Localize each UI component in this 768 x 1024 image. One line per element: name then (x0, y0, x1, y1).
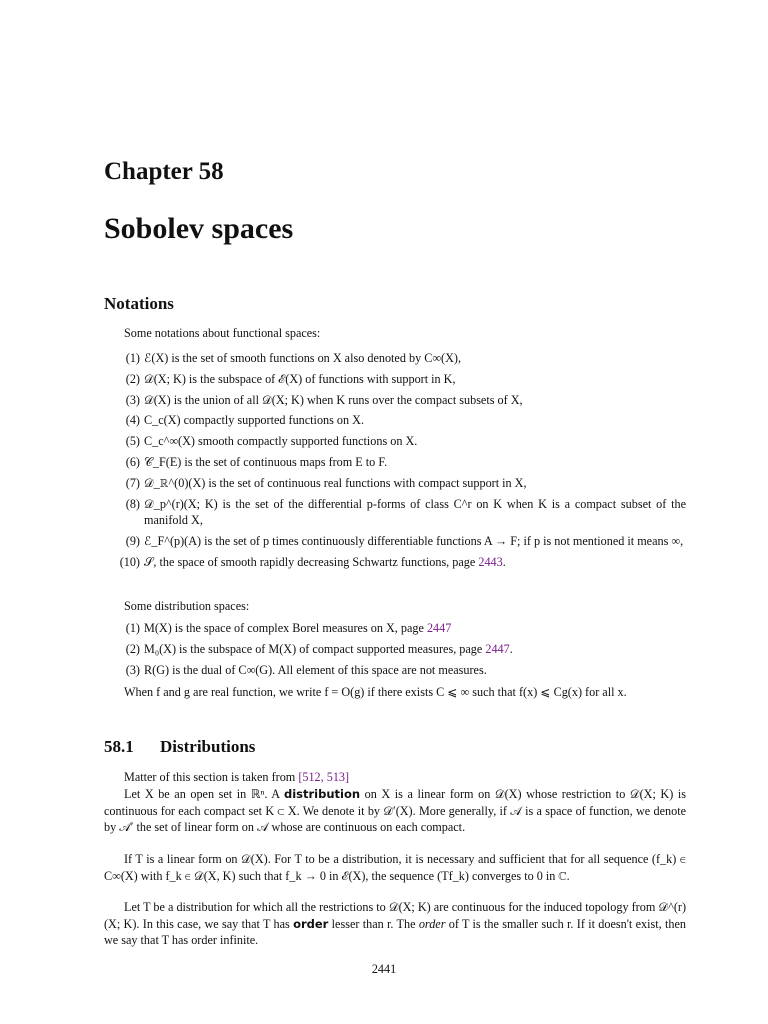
list-item (104, 620, 686, 637)
order-text-middle: lesser than r. The (328, 916, 419, 931)
list-item-text: 𝒞_F(E) is the set of continuous maps from E to F. (144, 454, 388, 469)
list-item-text: 𝒟_ℝ^(0)(X) is the set of continuous real functions with compact support in X, (144, 475, 527, 490)
list-item-text: 𝒮, the space of smooth rapidly decreasing Schwartz functions, page (144, 554, 476, 569)
section-title: Distributions (160, 737, 256, 756)
list-item-number: (6) (125, 454, 140, 469)
definition-text-end: on X is a linear form on 𝒟(X) whose restriction to 𝒟(X; K) is continuous for each compact set K ⊂ X. We denote it by 𝒟′(X). More generally, if 𝒜 is a space of function, we denote by 𝒜′ the set of linear form on 𝒜 whose are continuous on each compact. (104, 787, 686, 834)
list-item (104, 371, 686, 388)
list-item-text: C_c^∞(X) smooth compactly supported functions on X. (144, 434, 418, 449)
list-item (104, 554, 686, 571)
list-item (104, 662, 686, 679)
order-text-start: Let T be a distribution for which all the restrictions to 𝒟(X; K) are continuous for the induced topology from 𝒟^(r)(X; K). In this case, we say that T has (104, 900, 686, 931)
distribution-spaces-intro: Some distribution spaces: (124, 599, 250, 613)
list-item (104, 433, 686, 450)
list-item (104, 533, 686, 550)
page-number: 2441 (371, 962, 397, 976)
big-o-paragraph: When f and g are real function, we write f = O(g) if there exists C ⩽ ∞ such that f(x) ⩽ Cg(x) for all x. (124, 685, 627, 699)
list-item-number: (7) (125, 475, 140, 490)
list-item-text: ℰ_F^(p)(A) is the set of p times continuously differentiable functions A → F; if p is not mentioned it means ∞, (144, 533, 684, 548)
list-item-number: (1) (125, 621, 140, 635)
list-item (104, 475, 686, 492)
distribution-spaces-list (104, 620, 686, 682)
list-item (104, 392, 686, 409)
order-term: order (293, 916, 329, 931)
list-item (104, 496, 686, 529)
list-item-number: (1) (125, 351, 140, 365)
list-item (104, 350, 686, 367)
list-item-text: M(X) is the space of complex Borel measures on X, page (144, 621, 424, 635)
list-item-number: (4) (125, 413, 140, 428)
order-text-end: of T is the smaller such r. If it doesn't exist, then we say that T has order infinite. (104, 916, 686, 947)
list-item-text: ℰ(X) is the set of smooth functions on X also denoted by C∞(X), (144, 351, 461, 365)
section-heading (104, 737, 255, 757)
list-item-number: (10) (119, 554, 140, 569)
list-item-text: C_c(X) compactly supported functions on X. (144, 413, 365, 428)
list-item-text: 𝒟(X; K) is the subspace of ℰ(X) of functions with support in K, (144, 371, 456, 386)
citation-link[interactable]: [512, 513] (298, 770, 350, 784)
list-item-number: (3) (125, 662, 140, 677)
list-item (104, 641, 686, 658)
list-item-punctuation: . (509, 641, 513, 656)
section-source-paragraph (104, 769, 686, 786)
order-definition-paragraph (104, 899, 686, 949)
page-reference-link[interactable]: 2447 (485, 641, 510, 656)
list-item-text: R(G) is the dual of C∞(G). All element of this space are not measures. (144, 662, 487, 677)
notations-heading: Notations (104, 294, 174, 313)
list-item-number: (9) (125, 533, 140, 548)
list-item-number: (8) (125, 496, 140, 511)
page-reference-link[interactable]: 2443 (478, 554, 503, 569)
list-item-number: (2) (125, 641, 140, 656)
source-text: Matter of this section is taken from (124, 770, 299, 784)
list-item-number: (2) (125, 371, 140, 386)
list-item-text: 𝒟_p^(r)(X; K) is the set of the differential p-forms of class C^r on K when K is a compact subset of the manifold X, (144, 496, 686, 528)
functional-spaces-list (104, 350, 686, 574)
list-item-text: 𝒟(X) is the union of all 𝒟(X; K) when K runs over the compact subsets of X, (144, 392, 523, 407)
list-item-number: (5) (125, 434, 140, 449)
list-item-number: (3) (125, 392, 140, 407)
distribution-term: distribution (283, 787, 361, 801)
chapter-title: Sobolev spaces (104, 212, 294, 245)
list-item (104, 412, 686, 429)
list-item-text: M₀(X) is the subspace of M(X) of compact supported measures, page (144, 641, 483, 656)
section-number: 58.1 (104, 737, 134, 756)
order-term-italic: order (418, 916, 446, 931)
list-item (104, 454, 686, 471)
distribution-definition-paragraph (104, 786, 686, 836)
chapter-label: Chapter 58 (104, 158, 224, 185)
distribution-criterion-paragraph: If T is a linear form on 𝒟(X). For T to be a distribution, it is necessary and sufficient that for all sequence (f_k) ∈ C∞(X) with f_k ∈ 𝒟(X, K) such that f_k → 0 in ℰ(X), the sequence (Tf_k) converges to 0 in ℂ. (104, 852, 686, 883)
list-item-punctuation: . (502, 554, 506, 569)
definition-text-start: Let X be an open set in ℝⁿ. A (124, 787, 284, 801)
notations-intro: Some notations about functional spaces: (124, 326, 321, 340)
page-reference-link[interactable]: 2447 (426, 621, 452, 635)
